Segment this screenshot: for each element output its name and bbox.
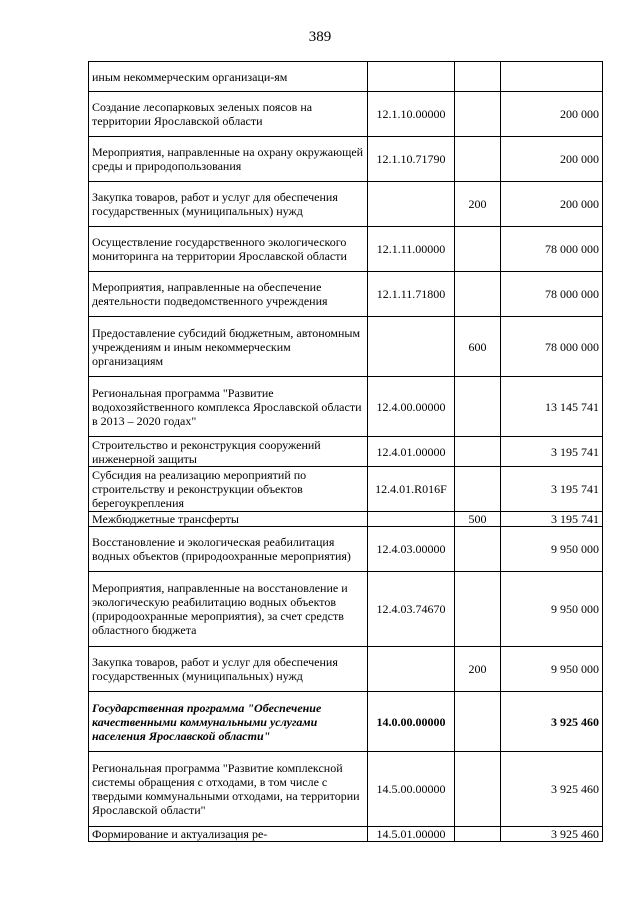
row-sum: 78 000 000: [501, 317, 603, 377]
row-expense-type: [455, 827, 501, 842]
row-sum: 9 950 000: [501, 527, 603, 572]
row-name: Строительство и реконструкция сооружений инженерной защиты: [89, 437, 368, 467]
row-expense-type: [455, 62, 501, 92]
table-row: [89, 572, 603, 647]
table-row: [89, 182, 603, 227]
row-name: Закупка товаров, работ и услуг для обеспечения государственных (муниципальных) нужд: [89, 182, 368, 227]
row-expense-type: [455, 752, 501, 827]
row-expense-type: [455, 437, 501, 467]
row-sum: 3 925 460: [501, 692, 603, 752]
row-name: Региональная программа "Развитие комплексной системы обращения с отходами, в том числе с твердыми коммунальными отходами, на территории Ярославской области": [89, 752, 368, 827]
table-row: [89, 647, 603, 692]
row-name: Восстановление и экологическая реабилитация водных объектов (природоохранные мероприятия): [89, 527, 368, 572]
row-code: 14.5.01.00000: [368, 827, 455, 842]
row-name: Создание лесопарковых зеленых поясов на территории Ярославской области: [89, 92, 368, 137]
row-name: Предоставление субсидий бюджетным, автономным учреждениям и иным некоммерческим организациям: [89, 317, 368, 377]
row-code: 12.1.11.00000: [368, 227, 455, 272]
row-sum: 200 000: [501, 92, 603, 137]
row-sum: 3 925 460: [501, 752, 603, 827]
row-sum: 3 195 741: [501, 512, 603, 527]
row-sum: 3 925 460: [501, 827, 603, 842]
row-sum: 9 950 000: [501, 572, 603, 647]
row-name: иным некоммерческим организаци-ям: [89, 62, 368, 92]
row-expense-type: [455, 137, 501, 182]
row-expense-type: 600: [455, 317, 501, 377]
row-code: 12.1.11.71800: [368, 272, 455, 317]
row-name: Мероприятия, направленные на восстановление и экологическую реабилитацию водных объектов (природоохранные мероприятия), за счет средств областного бюджета: [89, 572, 368, 647]
row-name: Межбюджетные трансферты: [89, 512, 368, 527]
row-expense-type: [455, 227, 501, 272]
row-name: Мероприятия, направленные на охрану окружающей среды и природопользования: [89, 137, 368, 182]
page-number: 389: [308, 29, 332, 45]
row-expense-type: 500: [455, 512, 501, 527]
row-expense-type: [455, 92, 501, 137]
row-name: Субсидия на реализацию мероприятий по строительству и реконструкции объектов берегоукрепления: [89, 467, 368, 512]
row-expense-type: [455, 692, 501, 752]
row-expense-type: [455, 527, 501, 572]
row-expense-type: [455, 377, 501, 437]
table-row: [89, 227, 603, 272]
table-row: [89, 92, 603, 137]
budget-table: [88, 61, 603, 842]
row-code: 12.1.10.71790: [368, 137, 455, 182]
row-name: Закупка товаров, работ и услуг для обеспечения государственных (муниципальных) нужд: [89, 647, 368, 692]
row-sum: [501, 62, 603, 92]
table-row: [89, 137, 603, 182]
row-expense-type: [455, 572, 501, 647]
table-row: [89, 692, 603, 752]
row-sum: 200 000: [501, 182, 603, 227]
row-sum: 78 000 000: [501, 272, 603, 317]
row-code: 14.5.00.00000: [368, 752, 455, 827]
row-sum: 78 000 000: [501, 227, 603, 272]
row-expense-type: [455, 272, 501, 317]
row-code: 12.4.03.00000: [368, 527, 455, 572]
row-code: [368, 182, 455, 227]
row-code: 12.4.00.00000: [368, 377, 455, 437]
row-code: 12.4.01.00000: [368, 437, 455, 467]
row-name: Мероприятия, направленные на обеспечение деятельности подведомственного учреждения: [89, 272, 368, 317]
row-code: [368, 62, 455, 92]
table-row: [89, 437, 603, 467]
row-name: Государственная программа "Обеспечение качественными коммунальными услугами населения Ярославской области": [89, 692, 368, 752]
row-sum: 9 950 000: [501, 647, 603, 692]
table-row: [89, 317, 603, 377]
table-row: [89, 752, 603, 827]
table-row: [89, 272, 603, 317]
row-code: 12.1.10.00000: [368, 92, 455, 137]
table-row: [89, 62, 603, 92]
table-row: [89, 377, 603, 437]
row-code: [368, 647, 455, 692]
row-code: 14.0.00.00000: [368, 692, 455, 752]
row-code: 12.4.01.R016F: [368, 467, 455, 512]
table-row: [89, 827, 603, 842]
row-code: [368, 512, 455, 527]
row-sum: 13 145 741: [501, 377, 603, 437]
row-name: Региональная программа "Развитие водохозяйственного комплекса Ярославской области в 2013 – 2020 годах": [89, 377, 368, 437]
table-row: [89, 467, 603, 512]
row-code: 12.4.03.74670: [368, 572, 455, 647]
row-name: Формирование и актуализация ре-: [89, 827, 368, 842]
row-sum: 3 195 741: [501, 467, 603, 512]
row-sum: 200 000: [501, 137, 603, 182]
row-expense-type: [455, 467, 501, 512]
table-row: [89, 512, 603, 527]
row-code: [368, 317, 455, 377]
row-expense-type: 200: [455, 647, 501, 692]
row-sum: 3 195 741: [501, 437, 603, 467]
table-row: [89, 527, 603, 572]
row-expense-type: 200: [455, 182, 501, 227]
row-name: Осуществление государственного экологического мониторинга на территории Ярославской области: [89, 227, 368, 272]
